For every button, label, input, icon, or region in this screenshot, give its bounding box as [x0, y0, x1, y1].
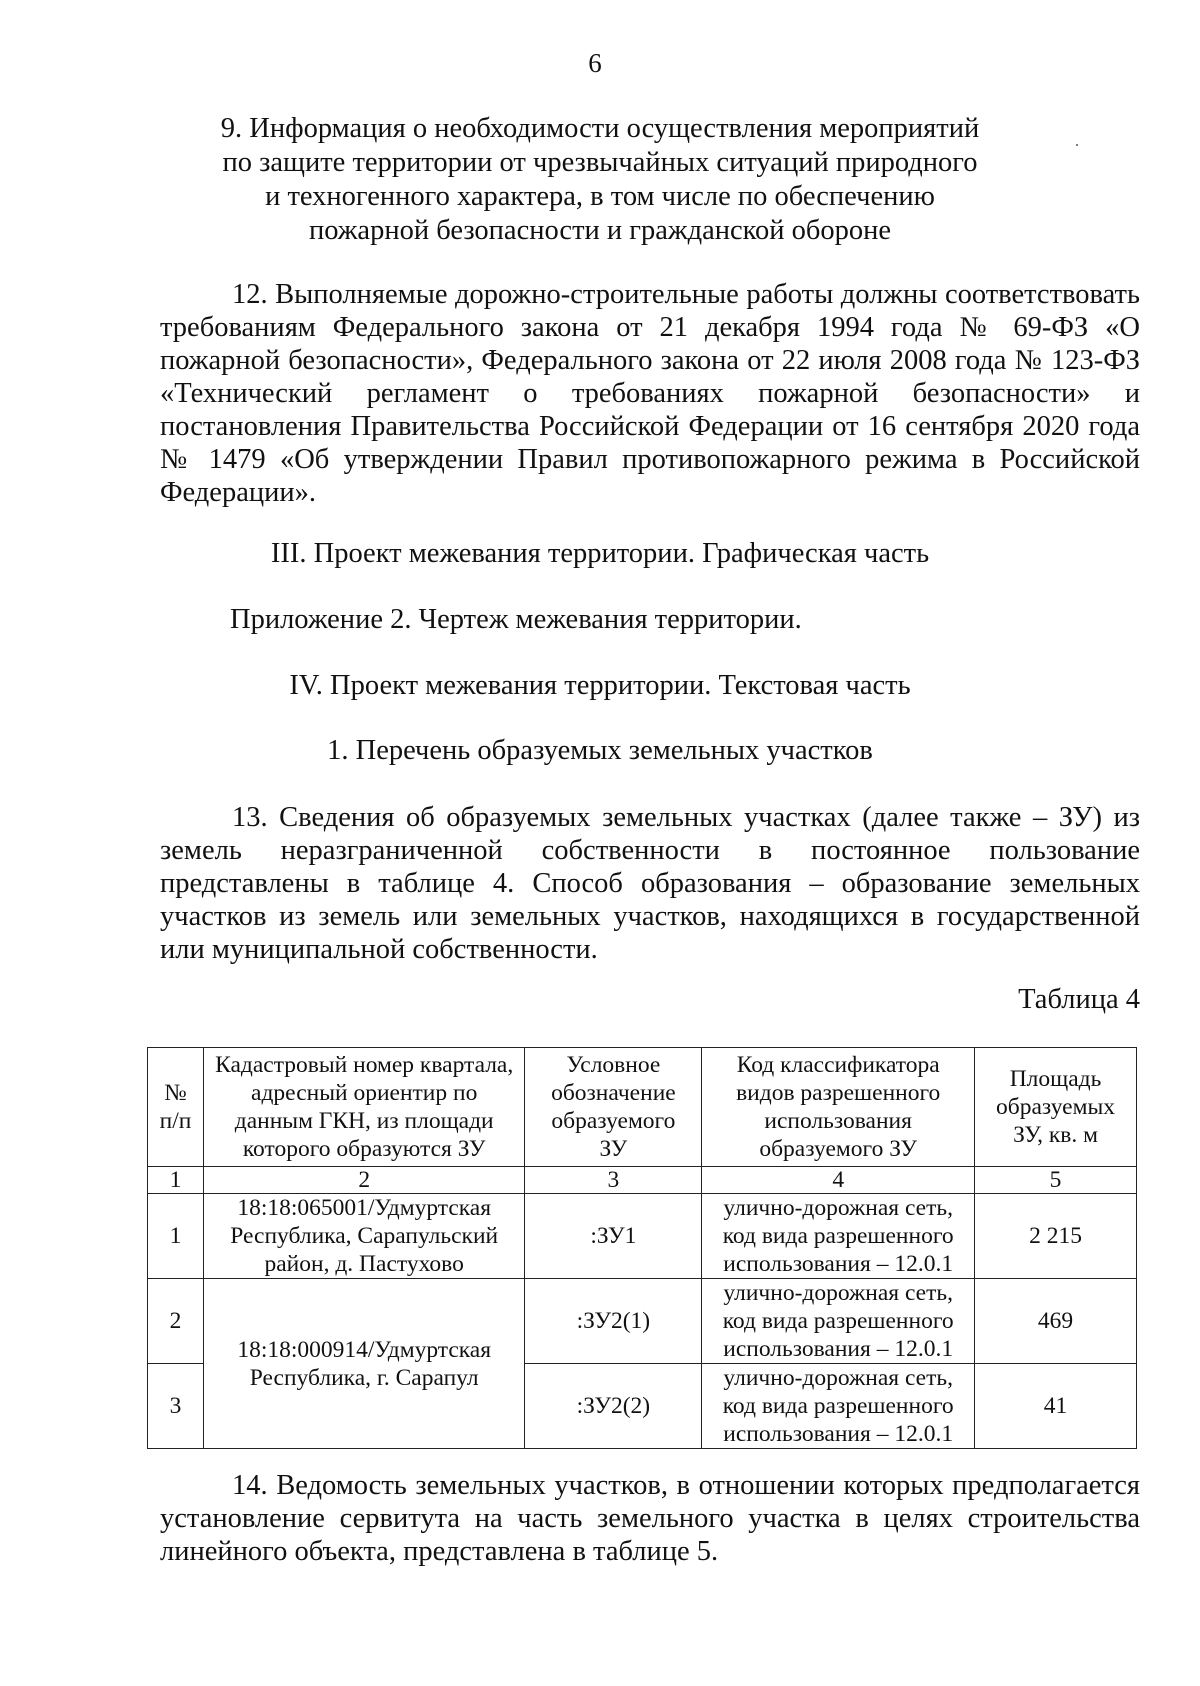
column-number: 1 [148, 1167, 204, 1194]
table-row [148, 1279, 1137, 1364]
row-number: 2 [148, 1279, 204, 1364]
cadastral-cell: 18:18:000914/Удмуртская Республика, г. Сарапул [203, 1279, 525, 1449]
table-4 [147, 1047, 1137, 1449]
table-row [148, 1194, 1137, 1279]
appendix-2-line: Приложение 2. Чертеж межевания территории. [230, 604, 802, 635]
table-header-row [148, 1048, 1137, 1167]
designation-cell: :ЗУ1 [525, 1194, 702, 1279]
heading-line: по защите территории от чрезвычайных ситуаций природного [222, 147, 978, 178]
designation-cell: :ЗУ2(1) [525, 1279, 702, 1364]
header-cell-code: Код классификатора видов разрешенного использования образуемого ЗУ [702, 1048, 975, 1167]
column-number: 2 [203, 1167, 525, 1194]
heading-line: и техногенного характера, в том числе по обеспечению [265, 181, 935, 212]
column-number: 4 [702, 1167, 975, 1194]
area-cell: 469 [975, 1279, 1137, 1364]
paragraph-12: 12. Выполняемые дорожно-строительные работы должны соответствовать требованиям Федерального закона от 21 декабря 1994 года № 69-ФЗ «О пожарной безопасности», Федерального закона от 22 июля 2008 года № 123-ФЗ «Технический регламент о требованиях пожарной безопасности» и постановления Правительства Российской Федерации от 16 сентября 2020 года № 1479 «Об утверждении Правил противопожарного режима в Российской Федерации». [160, 279, 1140, 508]
row-number: 1 [148, 1194, 204, 1279]
column-number: 3 [525, 1167, 702, 1194]
header-cell-number: № п/п [148, 1048, 204, 1167]
cadastral-cell: 18:18:065001/Удмуртская Республика, Сарапульский район, д. Пастухово [203, 1194, 525, 1279]
heading-line: пожарной безопасности и гражданской обороне [308, 215, 892, 246]
table-4-caption: Таблица 4 [1018, 984, 1140, 1015]
designation-cell: :ЗУ2(2) [525, 1364, 702, 1449]
code-cell: улично-дорожная сеть, код вида разрешенного использования – 12.0.1 [702, 1194, 975, 1279]
heading-line: 9. Информация о необходимости осуществления мероприятий [220, 113, 980, 144]
section-4-heading: IV. Проект межевания территории. Текстовая часть [289, 670, 911, 701]
paragraph-13: 13. Сведения об образуемых земельных участках (далее также – ЗУ) из земель неразграниченной собственности в постоянное пользование представлены в таблице 4. Способ образования – образование земельных участков из земель или земельных участков, находящихся в государственной или муниципальной собственности. [160, 802, 1140, 965]
subsection-1-heading: 1. Перечень образуемых земельных участков [327, 735, 873, 766]
area-cell: 41 [975, 1364, 1137, 1449]
header-cell-designation: Условное обозначение образуемого ЗУ [525, 1048, 702, 1167]
code-cell: улично-дорожная сеть, код вида разрешенного использования – 12.0.1 [702, 1364, 975, 1449]
section-9-heading [0, 112, 1200, 248]
column-number: 5 [975, 1167, 1137, 1194]
area-cell: 2 215 [975, 1194, 1137, 1279]
header-cell-area: Площадь образуемых ЗУ, кв. м [975, 1048, 1137, 1167]
section-3-heading: III. Проект межевания территории. Графическая часть [270, 538, 930, 569]
header-cell-cadastral: Кадастровый номер квартала, адресный ориентир по данным ГКН, из площади которого образуются ЗУ [203, 1048, 525, 1167]
code-cell: улично-дорожная сеть, код вида разрешенного использования – 12.0.1 [702, 1279, 975, 1364]
row-number: 3 [148, 1364, 204, 1449]
paragraph-14: 14. Ведомость земельных участков, в отношении которых предполагается установление сервитута на часть земельного участка в целях строительства линейного объекта, представлена в таблице 5. [160, 1470, 1140, 1567]
table-column-numbers-row [148, 1167, 1137, 1194]
page-number: 6 [588, 48, 602, 78]
